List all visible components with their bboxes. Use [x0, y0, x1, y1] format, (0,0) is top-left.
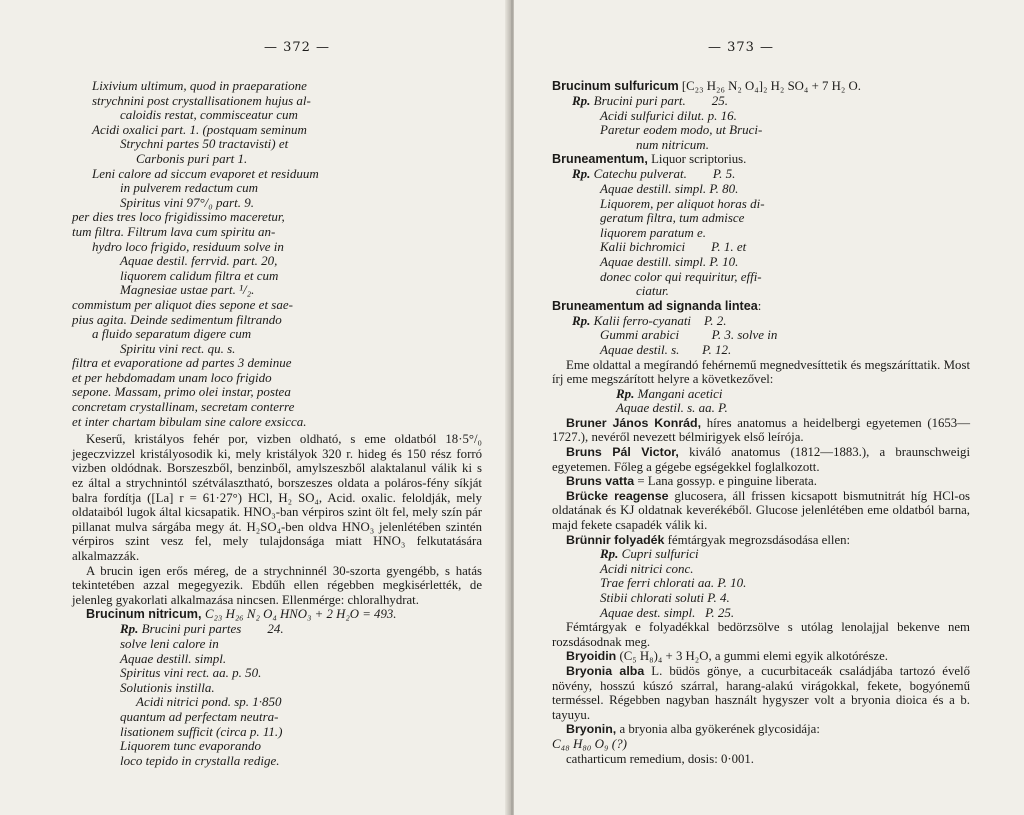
recipe-line	[552, 547, 970, 562]
recipe-text: Brucini puri part. 25.	[593, 93, 729, 108]
recipe-text: filtra et evaporatione ad partes 3 deminue	[72, 355, 292, 371]
recipe-line	[72, 79, 482, 94]
recipe-text: Strychni partes 50 tractavisti) et	[120, 136, 289, 152]
paragraph: A brucin igen erős méreg, de a strychninnél 30-szorta gyengébb, s hatás tekintetében azzal megegyezik. Ebdűh ellen régebben megkisérlették, de jelenleg gyakorlati alkalmazása nincsen. Ellenmérge: chloralhydrat.	[72, 563, 482, 607]
recipe-text: Leni calore ad siccum evaporet et residuum	[92, 165, 319, 181]
recipe-text: et inter chartam bibulam sine calore exsicca.	[72, 413, 307, 429]
entry-title: Bryonin,	[566, 722, 617, 737]
recipe-line	[72, 181, 482, 196]
recipe-text: Spiritu vini rect. qu. s.	[120, 340, 236, 356]
paragraph: catharticum remedium, dosis: 0·001.	[566, 751, 754, 766]
recipe-symbol: Rp.	[572, 166, 594, 182]
recipe-text: liquorem calidum filtra et cum	[120, 267, 279, 283]
recipe-text: concretam crystallinam, secretam conterre	[72, 399, 295, 415]
recipe-text: in pulverem redactum cum	[120, 180, 259, 196]
recipe-line	[72, 269, 482, 284]
recipe-text: Kalii ferro-cyanati P. 2.	[593, 312, 727, 328]
entry-title: Bruneamentum,	[552, 152, 648, 167]
left-page	[0, 0, 510, 815]
recipe-line	[552, 226, 970, 241]
recipe-line	[72, 108, 482, 123]
entry-title: Bryoidin	[566, 649, 617, 664]
recipe-text: Acidi nitrici conc.	[600, 560, 694, 576]
recipe-text: Lixivium ultimum, quod in praeparatione	[92, 78, 307, 93]
recipe-line	[552, 182, 970, 197]
recipe-text: solve leni calore in	[120, 635, 219, 651]
recipe-line	[72, 681, 482, 696]
entry-title: Bruner János Konrád,	[566, 415, 702, 430]
recipe-text: Gummi arabici P. 3. solve in	[600, 327, 778, 343]
entry-title: Bryonia alba	[566, 663, 645, 678]
recipe-line	[72, 167, 482, 182]
recipe-line	[72, 313, 482, 328]
recipe-text: Spiritus vini rect. aa. p. 50.	[120, 665, 262, 681]
recipe-symbol: Rp.	[120, 621, 142, 637]
recipe-text: Stibii chlorati soluti P. 4.	[600, 590, 730, 605]
recipe-line	[72, 298, 482, 313]
recipe-text: donec color qui requiritur, effi-	[600, 268, 762, 284]
recipe-line	[552, 314, 970, 329]
page-number: — 373 —	[707, 40, 775, 55]
recipe-line	[552, 123, 970, 138]
recipe-line	[552, 167, 970, 182]
entry-text: kiváló anatomus (1812—1883.), a braunschweigi egyetemen. Főleg a gégebe egségekkel foglalkozott.	[552, 445, 970, 474]
recipe-text: Brucini puri partes 24.	[141, 621, 284, 637]
recipe-text: caloidis restat, commisceatur cum	[120, 107, 298, 123]
recipe-line	[552, 606, 970, 621]
right-page	[514, 0, 1024, 815]
entry-subtitle: [C₂₃ H₂₆ N₂ O₄]₂ H₂ SO₄ + 7 H₂ O.	[678, 79, 861, 93]
recipe-text: Aquae dest. simpl. P. 25.	[600, 604, 735, 620]
recipe-line	[552, 255, 970, 270]
recipe-block	[72, 79, 482, 429]
right-page-content	[552, 79, 970, 766]
recipe-text: Aquae destill. simpl.	[120, 650, 227, 666]
recipe-text: Acidi nitrici pond. sp. 1·850	[136, 694, 282, 710]
entry-subtitle: :	[757, 298, 762, 313]
recipe-text: Paretur eodem modo, ut Bruci-	[600, 122, 763, 138]
recipe-text: a fluido separatum digere cum	[92, 326, 252, 342]
entry-title: Brucinum sulfuricum	[552, 79, 679, 93]
recipe-line	[72, 240, 482, 255]
recipe-line	[552, 109, 970, 124]
entry-text: a bryonia alba gyökerének glycosidája:	[616, 722, 820, 737]
recipe-line	[72, 196, 482, 211]
recipe-line	[72, 152, 482, 167]
entry-title: Brücke reagense	[566, 488, 669, 503]
recipe-symbol: Rp.	[572, 312, 594, 328]
entry-text: (C₅ H₈)₄ + 3 H₂O, a gummi elemi egyik alkotórésze.	[616, 649, 888, 664]
entry-title: Bruns vatta	[566, 474, 635, 489]
entry-title: Bruns Pál Victor,	[566, 445, 679, 460]
recipe-text: Mangani acetici	[637, 385, 723, 401]
dictionary-entry	[552, 664, 970, 722]
recipe-text: sepone. Massam, primo olei instar, postea	[72, 384, 291, 400]
recipe-line	[72, 254, 482, 269]
recipe-line	[72, 415, 482, 430]
recipe-text: Aquae destill. simpl. P. 10.	[600, 253, 739, 269]
entry-heading	[86, 607, 482, 622]
recipe-text: geratum filtra, tum admisce	[600, 210, 745, 226]
recipe-line	[72, 695, 482, 710]
entry-text: L. büdös gönye, a cucurbitaceák családjába tartozó évelő növény, hosszú kúszó szárral, harang-alakú virágokkal, fekete, bogyónemű terméssel. Régebben nagyban használt hygyszer volt a bryonia dioica és a b. tayuyu.	[552, 663, 970, 722]
dictionary-entry	[552, 474, 970, 489]
recipe-line	[72, 225, 482, 240]
paragraph: Eme oldattal a megírandó fehérnemű megnedvesíttetik és megszáríttatik. Most írj eme megszárított helyre a következővel:	[552, 357, 970, 387]
recipe-symbol: Rp.	[572, 93, 594, 108]
recipe-line	[72, 371, 482, 386]
recipe-line	[552, 343, 970, 358]
recipe-text: Solutionis instilla.	[120, 679, 215, 695]
recipe-line	[72, 652, 482, 667]
recipe-text: Liquorem tunc evaporando	[120, 738, 262, 754]
entry-text: = Lana gossyp. e pinguine liberata.	[634, 474, 817, 489]
dictionary-entry	[552, 416, 970, 445]
recipe-line	[552, 737, 970, 752]
recipe-line	[552, 211, 970, 226]
dictionary-entry	[552, 489, 970, 533]
recipe-text: Cupri sulfurici	[621, 546, 699, 562]
entry-text: híres anatomus a heidelbergi egyetemen (1653—1727.), nevéről nevezett bélmirigyek első leírója.	[552, 415, 970, 445]
recipe-line	[72, 356, 482, 371]
recipe-line	[552, 576, 970, 591]
recipe-line	[72, 622, 482, 637]
recipe-line	[72, 754, 482, 769]
recipe-text: C₄₈ H₈₀ O₉ (?)	[552, 735, 627, 751]
recipe-line	[72, 710, 482, 725]
recipe-text: Liquorem, per aliquot horas di-	[600, 195, 765, 211]
paragraph: Keserű, kristályos fehér por, vizben oldható, s eme oldatból 18·5°/₀ jegeczvizzel kristályosodik ki, mely kristályok 320 r. hideg és 150 rész forró vizben oldódnak. Borszeszből, benzinből, amylszeszből alaktalanul válik ki s ez által a strychnintól szétválasztható, borszeszes oldata a poláros-fény síkját balra fordítja ([La] r = 61·27°) HCl, H₂ SO₄, Acid. oxalic. feloldják, mely oldataiból lugok által kicsapatik. HNO₃-ban vérpiros szint ölt fel, mely szín pár pillanat mulva sárgába megy át. H₂SO₄-ben oldva HNO₃ jelenlétében szintén vérpiros szint vesz fel, mely tulajdonsága miatt HNO₃ felkutatására alkalmazzák.	[72, 432, 482, 563]
recipe-line	[552, 138, 970, 153]
recipe-text: Kalii bichromici P. 1. et	[600, 239, 747, 255]
recipe-text: commistum per aliquot dies sepone et sae-	[72, 296, 293, 312]
recipe-text: Spiritus vini 97°/₀ part. 9.	[120, 194, 254, 210]
recipe-line	[552, 387, 970, 402]
entry-subtitle: Liquor scriptorius.	[647, 152, 747, 167]
recipe-text: num nitricum.	[636, 136, 709, 152]
recipe-block	[72, 622, 482, 768]
recipe-symbol: Rp.	[616, 385, 638, 401]
recipe-line	[72, 385, 482, 400]
recipe-text: Acidi oxalici part. 1. (postquam seminum	[92, 121, 307, 137]
recipe-line	[72, 327, 482, 342]
entry-heading	[552, 79, 970, 94]
dictionary-entry	[552, 533, 970, 548]
recipe-line	[552, 270, 970, 285]
recipe-text: liquorem paratum e.	[600, 224, 707, 240]
recipe-text: quantum ad perfectam neutra-	[120, 708, 279, 724]
description-text	[72, 432, 482, 607]
recipe-line	[552, 284, 970, 299]
entry-title: Brünnir folyadék	[566, 532, 665, 547]
recipe-line	[72, 94, 482, 109]
recipe-line	[72, 400, 482, 415]
recipe-text: ciatur.	[636, 283, 669, 299]
recipe-text: lisationem sufficit (circa p. 11.)	[120, 723, 283, 739]
recipe-line	[552, 562, 970, 577]
recipe-text: Catechu pulverat. P. 5.	[593, 166, 736, 182]
entry-title: Bruneamentum ad signanda lintea	[552, 298, 758, 313]
entry-text: fémtárgyak megrozsdásodása ellen:	[664, 532, 851, 547]
entry-heading	[552, 299, 970, 314]
recipe-line	[72, 666, 482, 681]
recipe-text: Aquae destill. simpl. P. 80.	[600, 180, 739, 196]
recipe-symbol: Rp.	[600, 546, 622, 562]
recipe-line	[552, 328, 970, 343]
recipe-text: strychnini post crystallisationem hujus al-	[92, 92, 311, 108]
page-number: — 372 —	[263, 40, 331, 55]
recipe-text: Aquae destil. s. P. 12.	[600, 341, 732, 357]
recipe-line	[552, 197, 970, 212]
recipe-text: pius agita. Deinde sedimentum filtrando	[72, 311, 282, 327]
recipe-line	[72, 210, 482, 225]
recipe-line	[552, 240, 970, 255]
recipe-text: tum filtra. Filtrum lava cum spiritu an-	[72, 223, 276, 239]
entry-title: Brucinum nitricum,	[86, 607, 202, 622]
paragraph: Fémtárgyak e folyadékkal bedörzsölve s utólag lenolajjal bekenve nem rozsdásodnak meg.	[552, 620, 970, 649]
recipe-line	[72, 342, 482, 357]
recipe-text: Trae ferri chlorati aa. P. 10.	[600, 575, 747, 591]
recipe-text: Carbonis puri part 1.	[136, 150, 248, 166]
recipe-line	[552, 94, 970, 109]
recipe-text: Acidi sulfurici dilut. p. 16.	[600, 107, 737, 123]
entry-heading	[552, 152, 970, 167]
recipe-text: Aquae destil. s. aa. P.	[616, 400, 728, 416]
chemical-formula: C₂₃ H₂₆ N₂ O₄ HNO₃ + 2 H₂O = 493.	[204, 607, 397, 622]
dictionary-entry	[552, 649, 970, 664]
recipe-line	[72, 637, 482, 652]
recipe-text: per dies tres loco frigidissimo maceretur,	[72, 209, 285, 225]
recipe-text: loco tepido in crystalla redige.	[120, 752, 280, 768]
recipe-line	[552, 401, 970, 416]
recipe-line	[552, 591, 970, 606]
recipe-text: hydro loco frigido, residuum solve in	[92, 238, 284, 254]
recipe-line	[72, 283, 482, 298]
recipe-text: et per hebdomadam unam loco frigido	[72, 369, 272, 385]
recipe-text: Aquae destil. ferrvid. part. 20,	[120, 253, 278, 269]
recipe-line	[72, 137, 482, 152]
dictionary-entry	[552, 722, 970, 737]
recipe-line	[72, 725, 482, 740]
recipe-line	[72, 123, 482, 138]
recipe-text: Magnesiae ustae part. ¹/₂.	[120, 282, 255, 298]
recipe-line	[72, 739, 482, 754]
dictionary-entry	[552, 445, 970, 474]
entry-text: glucosera, áll frissen kicsapott bismutnitrát híg HCl-os oldatának és KJ oldatnak keverékéből. Glucose jelenlétében eme oldatból barna, majd fekete csapadék válik ki.	[552, 488, 971, 533]
